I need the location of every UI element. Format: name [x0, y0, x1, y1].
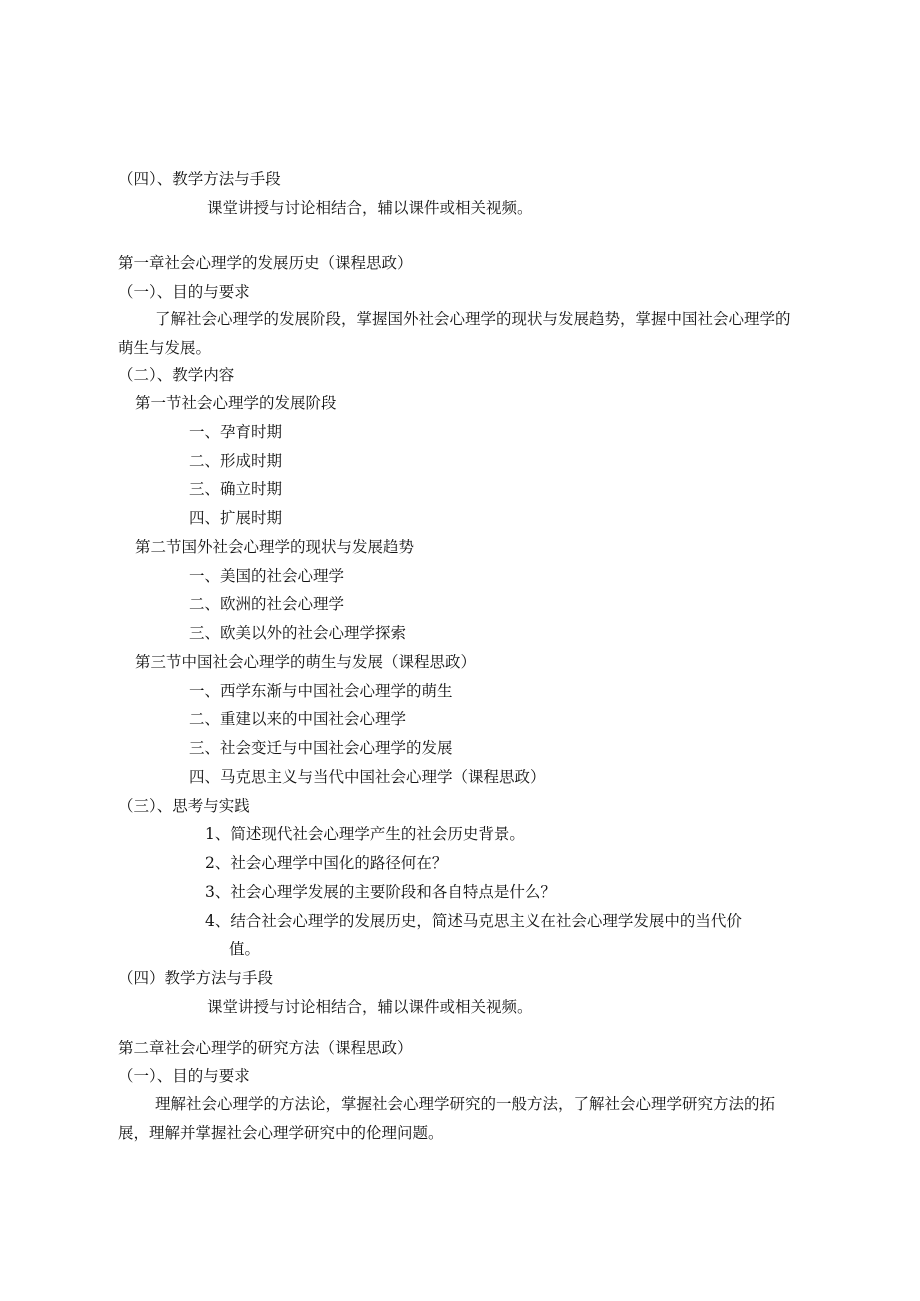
- paragraph-teaching-methods-2: 课堂讲授与讨论相结合，辅以课件或相关视频。: [207, 998, 533, 1016]
- subsection-title-1: 第一节社会心理学的发展阶段: [135, 394, 337, 412]
- paragraph-teaching-methods: 课堂讲授与讨论相结合，辅以课件或相关视频。: [207, 199, 533, 217]
- section-heading-objectives-2: （一）、目的与要求: [118, 1067, 250, 1085]
- list-item: 四、扩展时期: [189, 509, 283, 527]
- list-item: 三、确立时期: [189, 480, 283, 498]
- question-item: 2、社会心理学中国化的路径何在？: [205, 854, 448, 872]
- list-item: 一、西学东渐与中国社会心理学的萌生: [189, 682, 453, 700]
- list-item: 二、形成时期: [189, 452, 283, 470]
- list-item: 一、美国的社会心理学: [189, 567, 345, 585]
- section-heading-teaching-methods-2: （四）教学方法与手段: [118, 969, 274, 987]
- question-item-continuation: 值。: [229, 940, 261, 958]
- chapter-title-2: 第二章社会心理学的研究方法（课程思政）: [118, 1039, 413, 1057]
- list-item: 二、重建以来的中国社会心理学: [189, 710, 407, 728]
- chapter-title-1: 第一章社会心理学的发展历史（课程思政）: [118, 254, 413, 272]
- section-heading-practice: （三）、思考与实践: [118, 797, 250, 815]
- subsection-title-3: 第三节中国社会心理学的萌生与发展（课程思政）: [135, 653, 477, 671]
- question-item: 4、结合社会心理学的发展历史，简述马克思主义在社会心理学发展中的当代价: [205, 912, 742, 930]
- list-item: 一、孕育时期: [189, 423, 283, 441]
- paragraph-objectives-2: 理解社会心理学的方法论，掌握社会心理学研究的一般方法，了解社会心理学研究方法的拓展，理解并掌握社会心理学研究中的伦理问题。: [118, 1095, 776, 1142]
- section-heading-teaching-methods: （四）、教学方法与手段: [118, 170, 281, 188]
- section-heading-content: （二）、教学内容: [118, 366, 235, 384]
- paragraph-objectives: 了解社会心理学的发展阶段，掌握国外社会心理学的现状与发展趋势，掌握中国社会心理学的萌生与发展。: [118, 310, 791, 357]
- section-heading-objectives: （一）、目的与要求: [118, 283, 250, 301]
- question-item: 1、简述现代社会心理学产生的社会历史背景。: [205, 825, 525, 843]
- list-item: 二、欧洲的社会心理学: [189, 595, 345, 613]
- question-item: 3、社会心理学发展的主要阶段和各自特点是什么？: [205, 883, 556, 901]
- list-item: 三、欧美以外的社会心理学探索: [189, 624, 407, 642]
- list-item: 三、社会变迁与中国社会心理学的发展: [189, 739, 453, 757]
- subsection-title-2: 第二节国外社会心理学的现状与发展趋势: [135, 538, 415, 556]
- list-item: 四、马克思主义与当代中国社会心理学（课程思政）: [189, 768, 546, 786]
